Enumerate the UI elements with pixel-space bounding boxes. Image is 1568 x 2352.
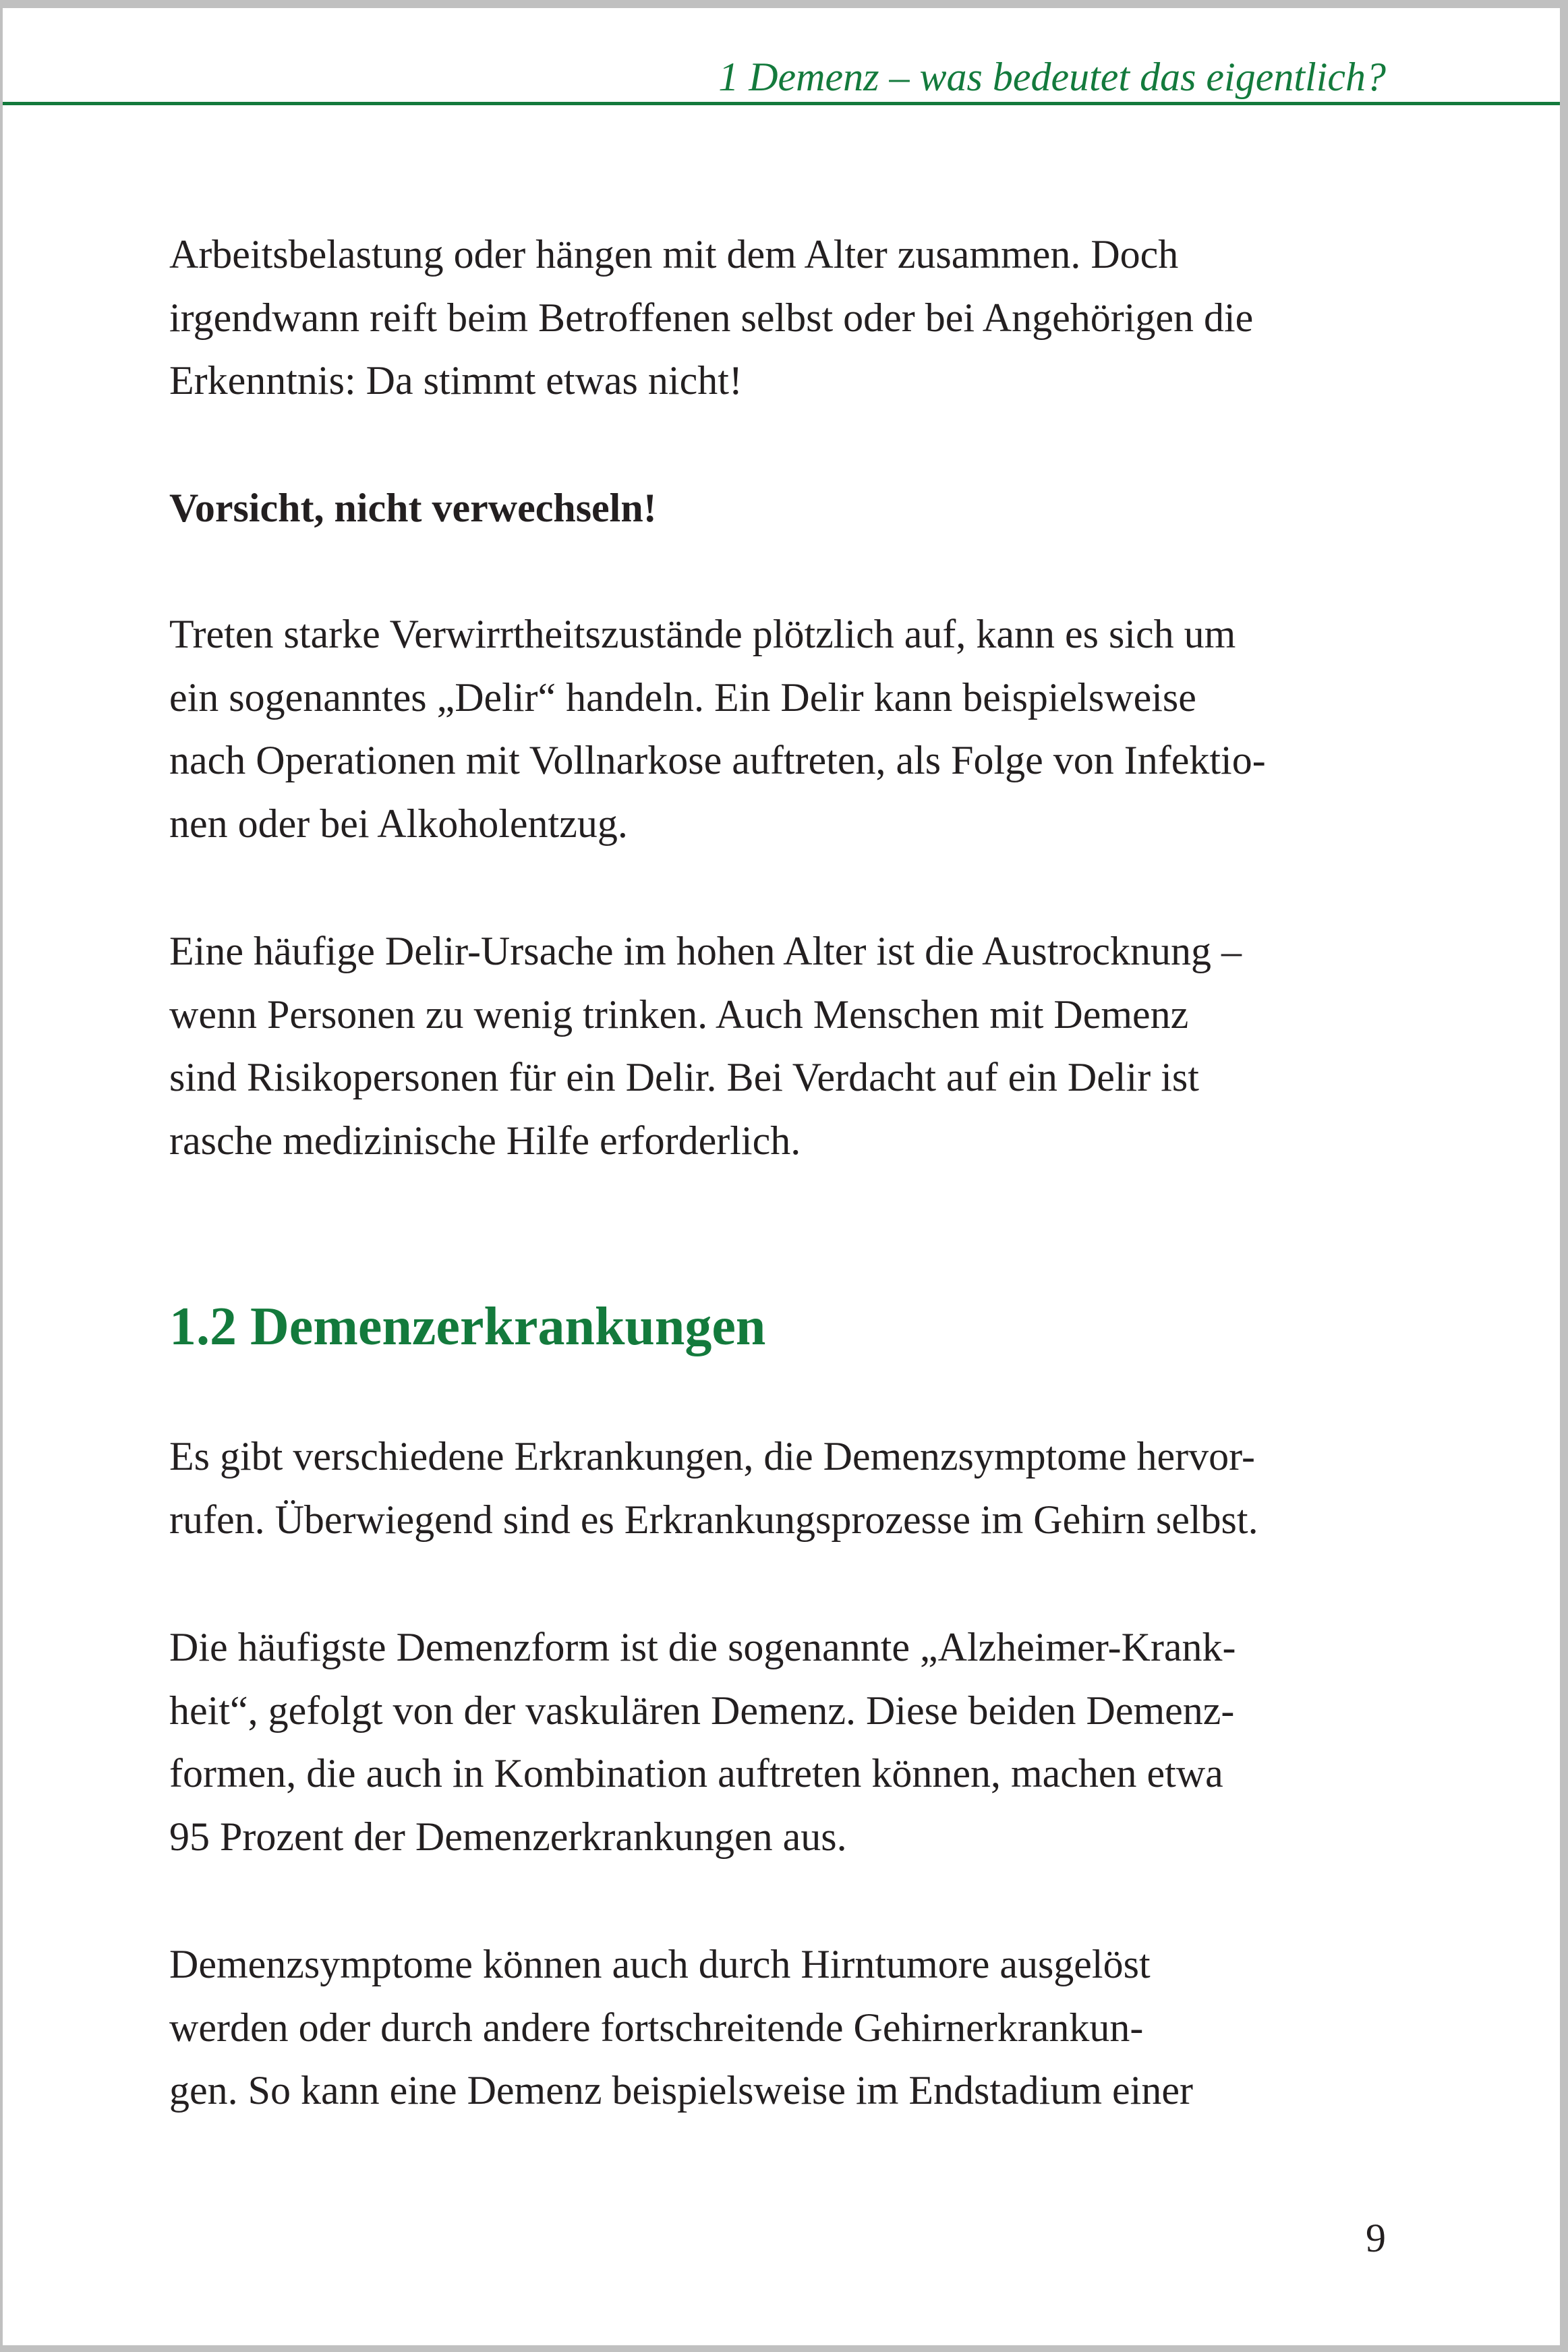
- section-heading: 1.2 Demenzerkrankungen: [169, 1297, 766, 1356]
- document-page: [3, 8, 1560, 2345]
- text-line: Es gibt verschiedene Erkrankungen, die Demenzsymptome hervor-: [169, 1434, 1255, 1479]
- text-line: wenn Personen zu wenig trinken. Auch Menschen mit Demenz: [169, 992, 1189, 1037]
- text-line: irgendwann reift beim Betroffenen selbst oder bei Angehörigen die: [169, 295, 1254, 340]
- text-line: rasche medizinische Hilfe erforderlich.: [169, 1118, 801, 1163]
- running-header-title: 1 Demenz – was bedeutet das eigentlich?: [718, 55, 1386, 99]
- paragraph-intro: [169, 223, 1253, 413]
- warning-title: [169, 477, 657, 540]
- text-line: heit“, gefolgt von der vaskulären Demenz. Diese beiden Demenz-: [169, 1688, 1235, 1733]
- text-line: sind Risikopersonen für ein Delir. Bei Verdacht auf ein Delir ist: [169, 1055, 1199, 1099]
- text-line: nen oder bei Alkoholentzug.: [169, 801, 628, 846]
- paragraph-diseases: [169, 1425, 1258, 1551]
- text-line: formen, die auch in Kombination auftreten können, machen etwa: [169, 1751, 1223, 1796]
- paragraph-alzheimer: [169, 1616, 1236, 1868]
- text-line: Demenzsymptome können auch durch Hirntumore ausgelöst: [169, 1942, 1151, 1986]
- text-line: gen. So kann eine Demenz beispielsweise im Endstadium einer: [169, 2068, 1193, 2113]
- paragraph-other-causes: [169, 1933, 1193, 2123]
- paragraph-delir: [169, 603, 1266, 855]
- text-line: Die häufigste Demenzform ist die sogenannte „Alzheimer-Krank-: [169, 1625, 1236, 1669]
- text-line: Erkenntnis: Da stimmt etwas nicht!: [169, 358, 743, 403]
- text-line: Arbeitsbelastung oder hängen mit dem Alter zusammen. Doch: [169, 232, 1179, 277]
- page-number: 9: [1366, 2216, 1386, 2260]
- text-line: Eine häufige Delir-Ursache im hohen Alter ist die Austrocknung –: [169, 929, 1242, 973]
- text-line: Treten starke Verwirrtheitszustände plötzlich auf, kann es sich um: [169, 612, 1236, 656]
- text-line: nach Operationen mit Vollnarkose auftreten, als Folge von Infektio-: [169, 738, 1266, 782]
- header-rule: [3, 102, 1560, 105]
- text-line: ein sogenanntes „Delir“ handeln. Ein Delir kann beispielsweise: [169, 675, 1196, 720]
- text-line: rufen. Überwiegend sind es Erkrankungsprozesse im Gehirn selbst.: [169, 1497, 1258, 1542]
- text-line: 95 Prozent der Demenzerkrankungen aus.: [169, 1814, 847, 1859]
- text-line: werden oder durch andere fortschreitende Gehirnerkrankun-: [169, 2005, 1144, 2050]
- paragraph-delir-causes: [169, 920, 1242, 1172]
- warning-title-text: Vorsicht, nicht verwechseln!: [169, 486, 657, 530]
